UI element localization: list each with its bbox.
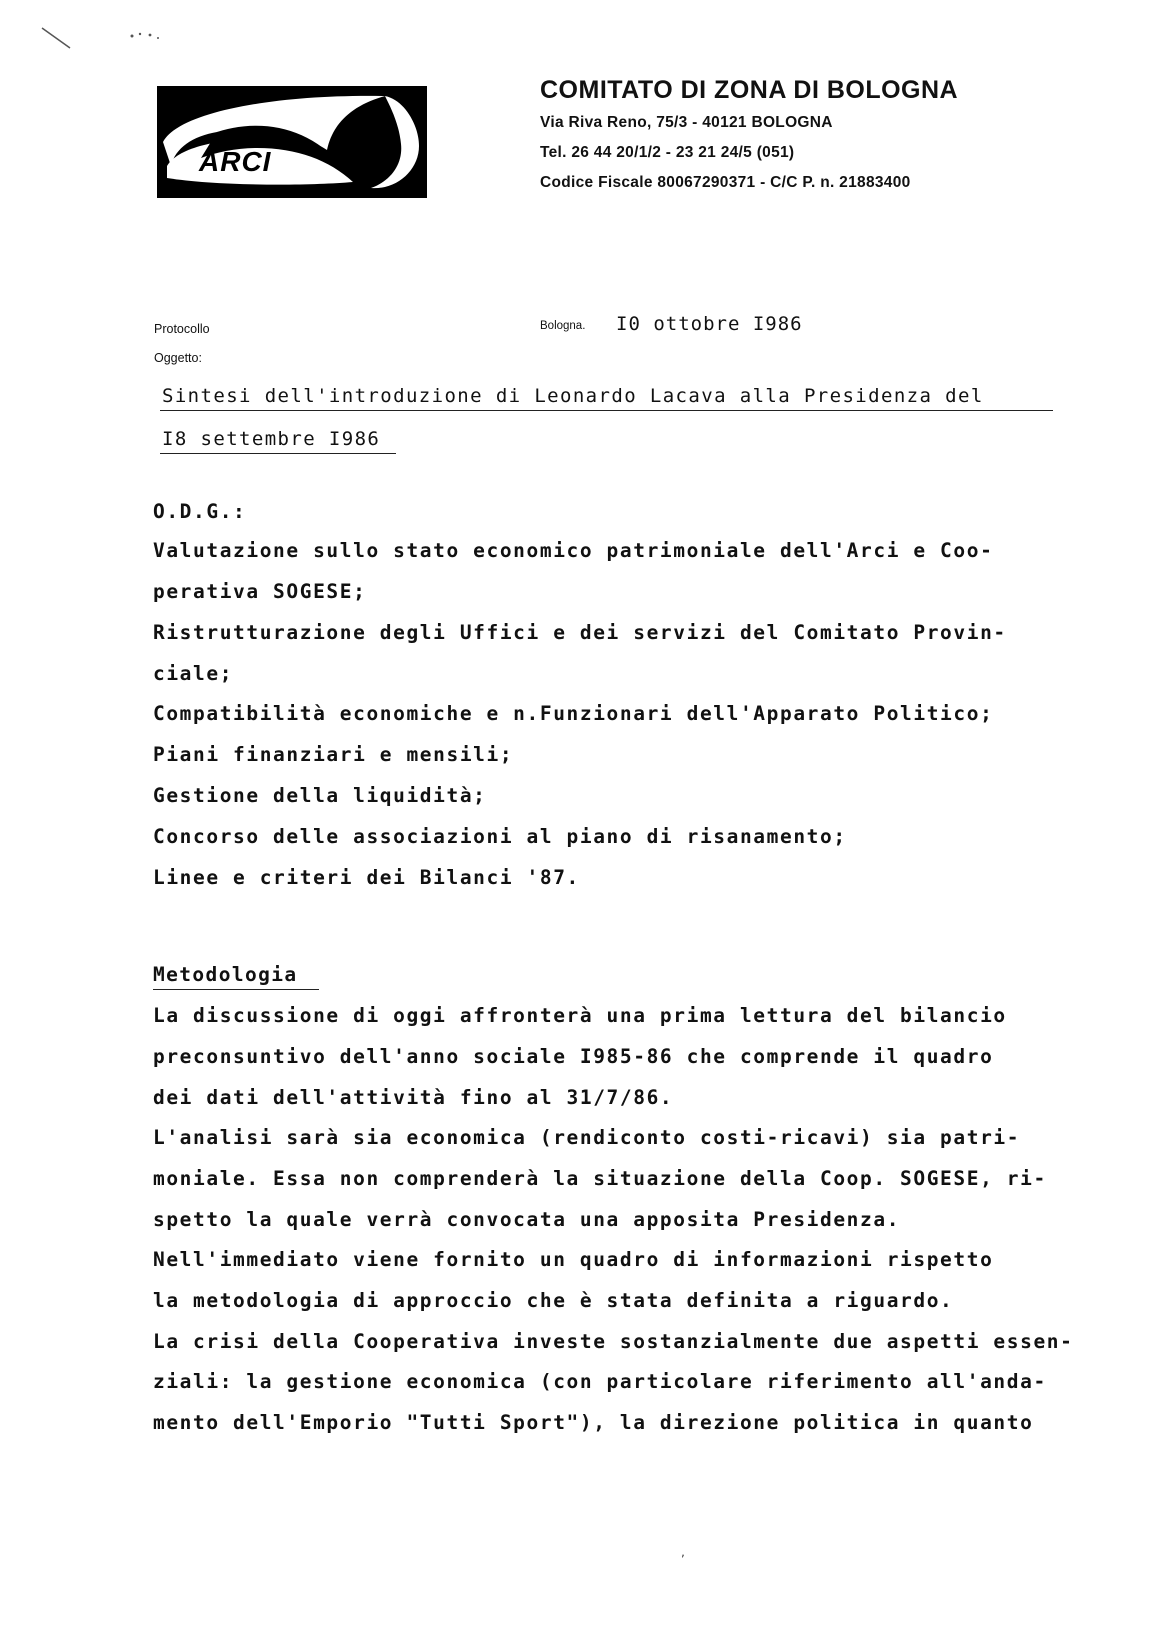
body-line: La discussione di oggi affronterà una prima lettura del bilancio [153, 1004, 1007, 1027]
org-address: Via Riva Reno, 75/3 - 40121 BOLOGNA [540, 114, 833, 131]
subject-line-2: I8 settembre I986 [162, 428, 381, 450]
subject-underline-2 [160, 453, 396, 454]
logo-text: ARCI [199, 146, 272, 177]
oggetto-label: Oggetto: [154, 351, 202, 365]
odg-line: Valutazione sullo stato economico patrimoniale dell'Arci e Coo- [153, 539, 994, 562]
scan-specks [40, 22, 170, 52]
place-label: Bologna. [540, 320, 586, 332]
org-fiscal-code: Codice Fiscale 80067290371 - C/C P. n. 21883400 [540, 174, 911, 191]
body-line: dei dati dell'attività fino al 31/7/86. [153, 1086, 674, 1109]
org-phone: Tel. 26 44 20/1/2 - 23 21 24/5 (051) [540, 144, 795, 161]
odg-line: Concorso delle associazioni al piano di risanamento; [153, 825, 847, 848]
body-line: preconsuntivo dell'anno sociale I985-86 che comprende il quadro [153, 1045, 994, 1068]
body-line: ziali: la gestione economica (con particolare riferimento all'anda- [153, 1370, 1047, 1393]
odg-line: perativa SOGESE; [153, 580, 367, 603]
odg-line: Compatibilità economiche e n.Funzionari dell'Apparato Politico; [153, 702, 994, 725]
odg-line: Piani finanziari e mensili; [153, 743, 514, 766]
body-line: Nell'immediato viene fornito un quadro di informazioni rispetto [153, 1248, 994, 1271]
body-line: spetto la quale verrà convocata una apposita Presidenza. [153, 1208, 901, 1231]
body-line: L'analisi sarà sia economica (rendiconto costi-ricavi) sia patri- [153, 1126, 1021, 1149]
odg-line: Linee e criteri dei Bilanci '87. [153, 866, 580, 889]
body-line: mento dell'Emporio "Tutti Sport"), la direzione politica in quanto [153, 1411, 1034, 1434]
org-name: COMITATO DI ZONA DI BOLOGNA [540, 76, 959, 104]
arci-logo [157, 86, 427, 198]
subject-underline-1 [160, 410, 1053, 411]
body-line: la metodologia di approccio che è stata definita a riguardo. [153, 1289, 954, 1312]
metodologia-heading: Metodologia [153, 963, 298, 986]
subject-line-1: Sintesi dell'introduzione di Leonardo Lacava alla Presidenza del [162, 385, 984, 407]
odg-line: Ristrutturazione degli Uffici e dei servizi del Comitato Provin- [153, 621, 1007, 644]
letter-date: I0 ottobre I986 [616, 313, 803, 335]
odg-line: Gestione della liquidità; [153, 784, 487, 807]
body-line: La crisi della Cooperativa investe sostanzialmente due aspetti essen- [153, 1330, 1074, 1353]
body-line: moniale. Essa non comprenderà la situazione della Coop. SOGESE, ri- [153, 1167, 1047, 1190]
scan-mark: , [680, 1548, 687, 1559]
odg-title: O.D.G.: [153, 500, 247, 523]
odg-line: ciale; [153, 662, 234, 685]
metodologia-underline [153, 989, 319, 990]
protocollo-label: Protocollo [154, 322, 210, 336]
